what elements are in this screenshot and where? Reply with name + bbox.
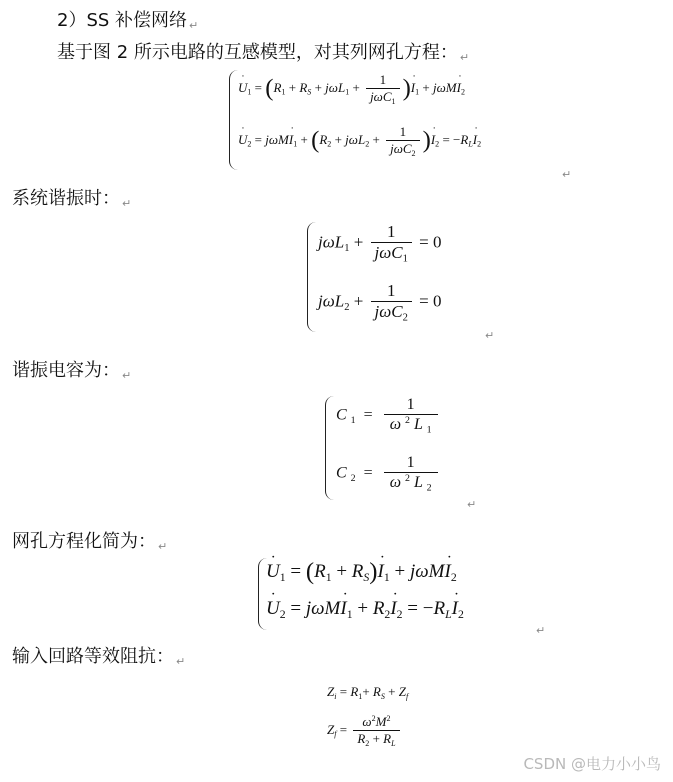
impedance-label (12, 642, 185, 668)
simplified-equation-1: ˙ $U_1 = (R_1$ + $R_S)˙$ $I_1$ + jωM˙ $I_2$ (266, 558, 457, 586)
return-mark: ↵ (122, 369, 132, 382)
return-mark: ↵ (189, 19, 199, 32)
mesh-equation-1: ˙ $U_1 = (R_1 + R_S + j\omega L_1$ + $\frac{1}{j\omega C_1}$ )˙ $I_1$ + jωM˙ $I_2$ (238, 72, 465, 106)
simplified-equation-2: ˙ $U_2$ = jωM˙ $I_1$ + $R_2˙$ $I_2$ = $-R_L˙$ $I_2$ (266, 598, 464, 622)
resonance-label-text: 系统谐振时： (12, 188, 120, 209)
capacitor-equation-2: C $_2$ = $\frac{1}{\omega ^2 L _2}$ (336, 454, 441, 493)
return-mark: ↵ (536, 624, 546, 637)
return-mark: ↵ (176, 655, 186, 668)
section-heading (57, 6, 198, 32)
return-mark: ↵ (122, 197, 132, 210)
return-mark: ↵ (467, 498, 477, 511)
impedance-label-text: 输入回路等效阻抗： (12, 646, 174, 667)
mesh-equation-2: ˙ $U_2$ = jωM˙ $I_1 + (R_2 + j\omega L_2$ + $\frac{1}{j\omega C_2}$ )˙ $I_2$ = $-R_L˙$ $I_2$ (238, 124, 481, 158)
return-mark: ↵ (158, 540, 168, 553)
brace (307, 222, 316, 332)
return-mark: ↵ (459, 51, 470, 64)
return-mark: ↵ (562, 168, 572, 181)
capacitor-equation-1: C $_1$ = $\frac{1}{\omega ^2 L _1}$ (336, 396, 441, 435)
brace (229, 70, 238, 170)
return-mark: ↵ (485, 329, 495, 342)
intro-paragraph (57, 38, 469, 64)
capacitor-label (12, 356, 131, 382)
intro-text: 基于图 2 所示电路的互感模型，对其列网孔方程： (57, 42, 458, 63)
brace (325, 396, 334, 500)
section-heading-text: 2）SS 补偿网络 (57, 10, 188, 31)
csdn-watermark: CSDN @电力小小鸟 (523, 755, 661, 773)
simplified-label (12, 527, 167, 553)
resonance-equation-2: jωL$_2$ + $\frac{1}{j\omega C_2}$ = 0 (318, 281, 442, 324)
impedance-equation-2: $Z_f$ = $\frac{\omega^2M^2}{R_2 + R_L}$ (327, 714, 403, 748)
resonance-label (12, 184, 131, 210)
capacitor-label-text: 谐振电容为： (12, 360, 120, 381)
impedance-equation-1: $Z_i = R_1+ R_S + Z_f$ (327, 684, 409, 701)
resonance-equation-1: jωL$_1$ + $\frac{1}{j\omega C_1}$ = 0 (318, 222, 442, 265)
simplified-label-text: 网孔方程化简为： (12, 531, 156, 552)
